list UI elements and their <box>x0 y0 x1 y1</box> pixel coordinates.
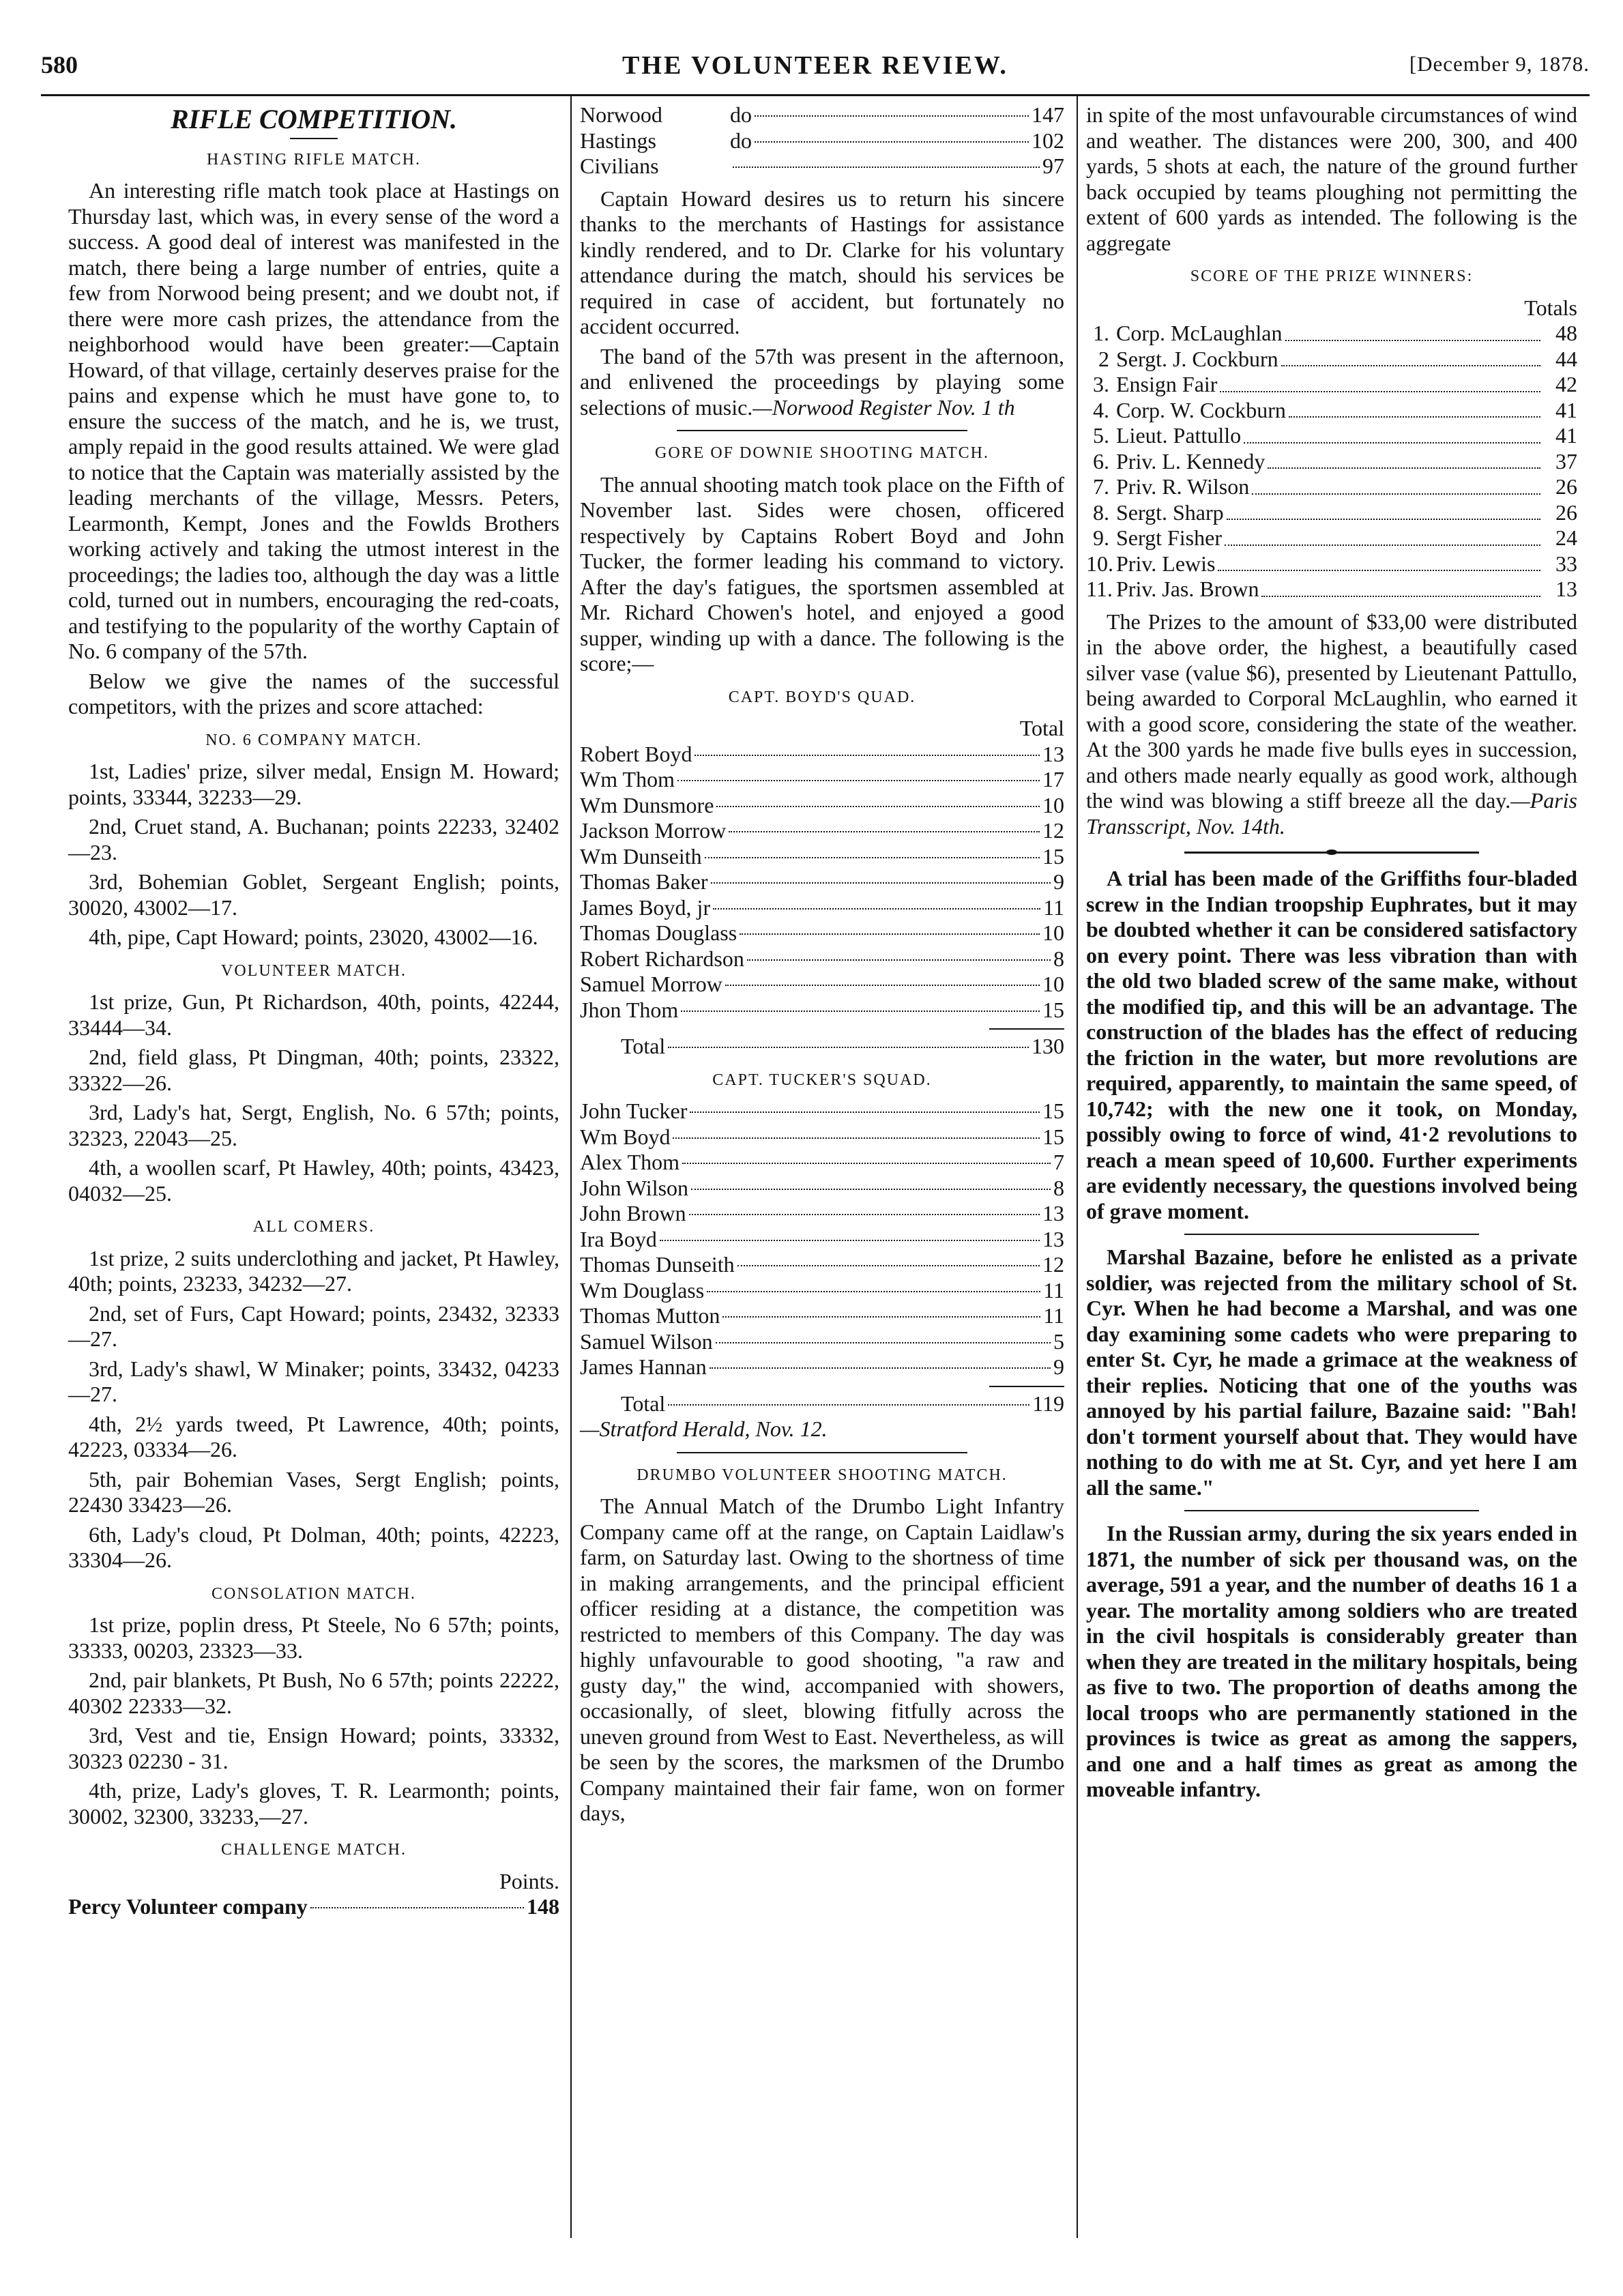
masthead: THE VOLUNTEER REVIEW. <box>622 51 1008 80</box>
score-name: Civilians <box>580 154 659 178</box>
paragraph: Captain Howard desires us to return his sincere thanks to the merchants of Hastings for assistance kindly rendered, and to Dr. Clarke for his voluntary attendance during the match, should his services be required in case of accident, but fortunately no accident occurred. <box>580 186 1064 338</box>
leader-dots <box>694 755 1040 756</box>
section-heading: CONSOLATION MATCH. <box>211 1584 416 1603</box>
leader-dots <box>1220 366 1540 392</box>
leader-dots <box>716 806 1040 807</box>
score-value: 11 <box>1043 1303 1064 1328</box>
score-value: 44 <box>1555 346 1577 371</box>
score-value: 97 <box>1042 154 1064 178</box>
score-value: 9 <box>1053 1354 1064 1379</box>
total-name: Total <box>621 1034 666 1058</box>
prize-entry: 1st prize, poplin dress, Pt Steele, No 6 57th; points, 33333, 00203, 23323—33. <box>68 1612 559 1663</box>
rank-number: 9. <box>1093 525 1109 550</box>
prize-entry: 2nd, Cruet stand, A. Buchanan; points 22233, 32402—23. <box>68 814 559 864</box>
score-value: 37 <box>1555 448 1577 474</box>
score-row <box>580 742 1064 768</box>
prize-entry: 4th, a woollen scarf, Pt Hawley, 40th; points, 43423, 04032—25. <box>68 1155 559 1206</box>
totals-label: Totals <box>1524 295 1577 320</box>
points-label: Points. <box>499 1868 559 1893</box>
section-heading: ALL COMERS. <box>252 1218 375 1236</box>
score-row <box>580 1176 1064 1202</box>
leader-dots <box>1244 418 1540 444</box>
article-title: RIFLE COMPETITION. <box>170 104 458 134</box>
leader-dots <box>677 780 1040 781</box>
score-value: 15 <box>1042 997 1064 1022</box>
paragraph <box>580 344 1064 421</box>
section-heading: HASTING RIFLE MATCH. <box>206 150 421 169</box>
rank-number: 11. <box>1086 577 1113 601</box>
score-value: 148 <box>527 1894 559 1919</box>
rank-number: 2 <box>1098 346 1109 371</box>
paragraph: in spite of the most unfavourable circumstances of wind and weather. The distances were 200, 300, and 400 yards, 5 shots at each, the nature of the ground further back occupied by teams ploughing not permitting the extent of 600 yards as intended. The following is the aggregate <box>1086 102 1577 255</box>
leader-dots <box>660 1240 1040 1241</box>
tucker-score-list <box>580 1099 1064 1380</box>
score-row <box>580 1354 1064 1380</box>
score-value: 13 <box>1042 1201 1064 1225</box>
prize-entry: 4th, prize, Lady's gloves, T. R. Learmonth; points, 30002, 32300, 33233,—27. <box>68 1778 559 1829</box>
score-row <box>580 1252 1064 1278</box>
score-value: 48 <box>1555 321 1577 345</box>
score-value: 15 <box>1042 843 1064 869</box>
prize-entry: 3rd, Bohemian Goblet, Sergeant English; points, 30020, 43002—17. <box>68 869 559 920</box>
prize-entry: 1st, Ladies' prize, silver medal, Ensign M. Howard; points, 33344, 32233—29. <box>68 759 559 809</box>
paragraph: The annual shooting match took place on the Fifth of November last. Sides were chosen, officered respectively by Captains Robert Boyd and John Tucker, the former leading his command to victory. After the day's fatigues, the sportsmen assembled at Mr. Richard Chowen's hotel, and enjoyed a good supper, winding up with a dance. The following is the score;— <box>580 471 1064 675</box>
competitor-name: Sergt. Sharp <box>1116 499 1224 525</box>
score-row <box>580 1329 1064 1355</box>
score-row <box>580 1227 1064 1253</box>
score-row <box>580 1303 1064 1329</box>
prize-winner-row <box>1086 577 1577 602</box>
score-value: 13 <box>1042 741 1064 766</box>
score-value: 15 <box>1042 1124 1064 1149</box>
paragraph-text: The band of the 57th was present in the afternoon, and enlivened the proceedings by playing some selections of music. <box>580 343 1064 420</box>
score-value: 42 <box>1555 372 1577 396</box>
competitor-name: Priv. R. Wilson <box>1116 474 1250 499</box>
leader-dots <box>725 985 1040 986</box>
competitor-name: Priv. L. Kennedy <box>1116 448 1266 474</box>
leader-dots <box>713 908 1040 910</box>
prize-entry: 3rd, Vest and tie, Ensign Howard; points, 33332, 30323 02230 - 31. <box>68 1723 559 1773</box>
score-row <box>580 128 1064 154</box>
score-value: 8 <box>1053 946 1064 971</box>
score-value: 15 <box>1042 1099 1064 1123</box>
score-name: Hastings <box>580 128 656 153</box>
score-ditto: do <box>730 102 752 127</box>
competitor-name: Lieut. Pattullo <box>1116 423 1242 448</box>
leader-dots <box>310 1907 524 1908</box>
leader-dots <box>1285 315 1541 341</box>
competitor-name: Alex Thom <box>580 1150 680 1174</box>
column-3 <box>1086 102 1577 1807</box>
leader-dots <box>747 959 1051 961</box>
source-credit: —Paris Transscript, Nov. 14th. <box>1086 788 1577 839</box>
paragraph: An interesting rifle match took place at Hastings on Thursday last, which was, in every sense of the word a success. A good deal of interest was manifested in the match, there being a large number of entries, quite a few from Norwood being present; and we doubt not, if there were more cash prizes, the attendance from the neighborhood would have been greater:—Captain Howard, of that village, certainly deserves praise for the pains and expense which he must have gone to, to ensure the success of the match, and he is, we trust, amply repaid in the good results attained. We were glad to notice that the Captain was materially assisted by the leading merchants of the village, Messrs. Peters, Learmonth, Kempt, Jones and the Fowlds Brothers working actively and taking the utmost interest in the proceedings; the ladies too, although the day was a little cold, turned out in numbers, encouraging the red-coats, and testifying to the popularity of the worthy Captain of No. 6 company of the 57th. <box>68 178 559 663</box>
competitor-name: Thomas Dunseith <box>580 1252 735 1277</box>
leader-dots <box>1252 469 1540 495</box>
article-separator <box>1184 1234 1479 1235</box>
competitor-name: Samuel Wilson <box>580 1328 713 1354</box>
leader-dots <box>1281 341 1540 367</box>
leader-dots <box>755 115 1029 117</box>
score-value: 7 <box>1053 1150 1064 1174</box>
prize-entry: 2nd, field glass, Pt Dingman, 40th; points, 23322, 33322—26. <box>68 1045 559 1095</box>
page-number: 580 <box>41 51 78 78</box>
leader-dots <box>690 1111 1040 1113</box>
score-row <box>580 1150 1064 1176</box>
rank-number: 6. <box>1093 448 1109 474</box>
score-row <box>580 793 1064 819</box>
leader-dots <box>1218 546 1540 572</box>
leader-dots <box>722 1316 1040 1318</box>
column-rule-2 <box>1077 96 1078 2238</box>
competitor-name: Jhon Thom <box>580 997 679 1022</box>
prize-entry: 4th, 2½ yards tweed, Pt Lawrence, 40th; points, 42223, 03334—26. <box>68 1411 559 1462</box>
rank-number: 1. <box>1093 321 1109 345</box>
prize-entry: 3rd, Lady's shawl, W Minaker; points, 33432, 04233—27. <box>68 1356 559 1406</box>
competitor-name: Robert Boyd <box>580 741 692 766</box>
issue-date: [December 9, 1878. <box>1409 52 1590 76</box>
score-row <box>580 1278 1064 1304</box>
score-value: 10 <box>1042 972 1064 996</box>
score-name: Percy Volunteer company <box>68 1894 308 1919</box>
total-value: 130 <box>1032 1034 1064 1058</box>
leader-dots <box>1227 495 1540 521</box>
leader-dots <box>668 1404 1029 1406</box>
competitor-name: Thomas Douglass <box>580 920 737 945</box>
prize-entry: 4th, pipe, Capt Howard; points, 23020, 43002—16. <box>89 925 538 949</box>
source-credit: —Stratford Herald, Nov. 12. <box>580 1416 828 1441</box>
paragraph: Marshal Bazaine, before he enlisted as a private soldier, was rejected from the military school of St. Cyr. When he had become a Marshal, and was one day examining some cadets who were preparing to enter St. Cyr, he made a grimace at the weakness of their replies. Noticing that one of the youths was annoyed by his partial failure, Bazaine said: "Bah! don't torment yourself about that. They would have nothing to do with me at St. Cyr, and yet here I am all the same." <box>1086 1245 1577 1500</box>
leader-dots <box>705 857 1040 858</box>
leader-dots <box>1225 520 1540 546</box>
score-value: 12 <box>1042 818 1064 843</box>
section-heading: GORE OF DOWNIE SHOOTING MATCH. <box>655 444 989 462</box>
prize-entry: 2nd, set of Furs, Capt Howard; points, 23432, 32333—27. <box>68 1300 559 1351</box>
competitor-name: Ensign Fair <box>1116 372 1218 396</box>
column-2 <box>580 102 1064 1831</box>
competitor-name: John Tucker <box>580 1099 688 1123</box>
score-row <box>580 946 1064 972</box>
leader-dots <box>682 1163 1051 1164</box>
prize-entry: 1st prize, 2 suits underclothing and jacket, Pt Hawley, 40th; points, 23233, 34232—27. <box>68 1245 559 1296</box>
paragraph: Below we give the names of the successful competitors, with the prizes and score attached: <box>68 668 559 718</box>
leader-dots <box>681 1011 1040 1012</box>
score-value: 26 <box>1555 499 1577 525</box>
prize-entry: 6th, Lady's cloud, Pt Dolman, 40th; points, 42223, 33304—26. <box>68 1522 559 1572</box>
total-value: 119 <box>1032 1391 1064 1416</box>
total-row <box>580 1391 1064 1417</box>
score-value: 12 <box>1042 1252 1064 1277</box>
score-value: 33 <box>1555 551 1577 576</box>
leader-dots <box>755 141 1029 143</box>
column-rule-1 <box>570 96 572 2238</box>
leader-dots <box>716 1342 1051 1343</box>
score-row <box>580 767 1064 793</box>
leader-dots <box>733 166 1040 168</box>
leader-dots <box>691 1189 1051 1190</box>
competitor-name: Wm Douglass <box>580 1277 705 1303</box>
score-value: 102 <box>1032 128 1064 153</box>
score-row <box>580 1201 1064 1227</box>
score-value: 10 <box>1042 920 1064 945</box>
score-name: Norwood <box>580 102 662 127</box>
paragraph: In the Russian army, during the six years ended in 1871, the number of sick per thousand was, on the average, 591 a year, and the number of deaths 16 1 a year. The mortality among soldiers who are treated in the civil hospitals is considerably greater than when they are treated in the military hospitals, being as five to two. The proportion of deaths among the local troops who are permanently stationed in the provinces is twice as great as among the sappers, and one and a half times as great as among the moveable infantry. <box>1086 1521 1577 1801</box>
paragraph: A trial has been made of the Griffiths four-bladed screw in the Indian troopship Euphrates, but it may be doubted whether it can be considered satisfactory on every point. There was less vibration than with the old two bladed screw of the same make, without the modified tip, and this will be an advantage. The construction of the blades has the effect of reducing the friction in the water, but more revolutions are required, apparently, to maintain the same speed, of 10,742; with the new one it took, on Monday, possibly owing to force of wind, 41·2 revolutions to reach a mean speed of 10,600. Further experiments are evidently necessary, the questions involved being of grave moment. <box>1086 866 1577 1223</box>
total-name: Total <box>621 1391 666 1416</box>
score-value: 11 <box>1043 895 1064 920</box>
section-heading: CAPT. TUCKER'S SQUAD. <box>712 1071 932 1089</box>
section-heading: VOLUNTEER MATCH. <box>221 961 407 980</box>
score-row <box>580 869 1064 895</box>
competitor-name: Sergt Fisher <box>1116 525 1222 550</box>
competitor-name: Corp. McLaughlan <box>1116 321 1283 345</box>
leader-dots <box>740 933 1040 935</box>
competitor-name: Wm Dunseith <box>580 843 702 869</box>
score-value: 13 <box>1555 577 1577 601</box>
competitor-name: Priv. Jas. Brown <box>1116 577 1259 601</box>
header-rule <box>41 94 1590 96</box>
competitor-name: Ira Boyd <box>580 1226 657 1251</box>
rank-number: 8. <box>1093 499 1109 525</box>
competitor-name: Thomas Baker <box>580 869 708 894</box>
score-row <box>580 844 1064 870</box>
competitor-name: John Brown <box>580 1201 686 1225</box>
section-heading: NO. 6 COMPANY MATCH. <box>205 731 422 749</box>
score-row <box>580 895 1064 921</box>
leader-dots <box>737 1265 1040 1266</box>
score-row <box>580 998 1064 1023</box>
prize-entry: 5th, pair Bohemian Vases, Sergt English; points, 22430 33423—26. <box>68 1466 559 1517</box>
competitor-name: Wm Boyd <box>580 1124 671 1149</box>
competitor-name: Wm Thom <box>580 767 675 791</box>
score-row <box>580 972 1064 998</box>
score-value: 24 <box>1555 525 1577 550</box>
competitor-name: James Boyd, jr <box>580 895 711 920</box>
total-label: Total <box>1019 716 1064 740</box>
score-value: 5 <box>1053 1328 1064 1354</box>
rank-number: 10. <box>1086 551 1113 576</box>
total-row <box>580 1034 1064 1060</box>
rank-number: 7. <box>1093 474 1109 499</box>
competitor-name: Sergt. J. Cockburn <box>1116 346 1278 371</box>
competitor-name: James Hannan <box>580 1354 707 1379</box>
score-value: 17 <box>1042 767 1064 791</box>
total-rule <box>989 1028 1064 1030</box>
leader-dots <box>711 882 1051 884</box>
paragraph: The Annual Match of the Drumbo Light Infantry Company came off at the range, on Captain Laidlaw's farm, on Saturday last. Owing to the shortness of time in making arrangements, and the principal efficient officer residing at a distance, the competition was restricted to members of this Company. The day was highly unfavourable to good shooting, "a raw and gusty day," the wind, accompanied with showers, occasionally, of sleet, blowing fitfully across the uneven ground from West to East. Nevertheless, as will be seen by the scores, the marksmen of the Drumbo Company maintained their fair fame, won on former days, <box>580 1494 1064 1825</box>
score-row <box>580 102 1064 128</box>
section-heading: CHALLENGE MATCH. <box>221 1841 407 1859</box>
score-value: 11 <box>1043 1277 1064 1303</box>
leader-dots <box>707 1291 1040 1292</box>
competitor-name: Corp. W. Cockburn <box>1116 397 1286 422</box>
leader-dots <box>1261 571 1540 597</box>
competitor-name: Samuel Morrow <box>580 972 722 996</box>
source-credit: —Norwood Register Nov. 1 th <box>752 394 1015 420</box>
paragraph-text: The Prizes to the amount of $33,00 were distributed in the above order, the highest, a beautifully cased silver vase (value $6), presented by Lieutenant Pattullo, being awarded to Corporal McLaughlin, who earned it with a good score, considering the state of the weather. At the 300 yards he made five bulls eyes in succession, and others made nearly equally as good work, although the wind was blowing a stiff breeze all the day. <box>1086 609 1577 813</box>
competitor-name: John Wilson <box>580 1175 689 1200</box>
rank-number: 4. <box>1093 397 1109 422</box>
score-value: 41 <box>1555 423 1577 448</box>
article-separator <box>1184 1510 1479 1511</box>
score-value: 10 <box>1042 792 1064 817</box>
score-row <box>68 1894 559 1920</box>
prize-entry: 2nd, pair blankets, Pt Bush, No 6 57th; points 22222, 40302 22333—32. <box>68 1668 559 1718</box>
leader-dots <box>1268 444 1540 469</box>
column-1 <box>68 102 559 1920</box>
rank-number: 3. <box>1093 372 1109 396</box>
score-row <box>580 1099 1064 1124</box>
score-value: 9 <box>1053 869 1064 894</box>
total-rule <box>989 1386 1064 1387</box>
competitor-name: Jackson Morrow <box>580 818 727 843</box>
leader-dots <box>689 1214 1040 1215</box>
competitor-name: Priv. Lewis <box>1116 551 1216 576</box>
leader-dots <box>1289 392 1540 418</box>
leader-dots <box>710 1367 1051 1369</box>
section-heading: DRUMBO VOLUNTEER SHOOTING MATCH. <box>637 1466 1008 1484</box>
score-value: 41 <box>1555 397 1577 422</box>
article-separator <box>677 1452 967 1453</box>
section-heading: CAPT. BOYD'S QUAD. <box>728 688 916 706</box>
article-separator <box>677 430 967 431</box>
rank-number: 5. <box>1093 423 1109 448</box>
prize-entry: 3rd, Lady's hat, Sergt, English, No. 6 57th; points, 32323, 22043—25. <box>68 1100 559 1150</box>
score-ditto: do <box>730 128 752 153</box>
leader-dots <box>668 1047 1029 1048</box>
score-row <box>580 818 1064 844</box>
score-value: 13 <box>1042 1226 1064 1251</box>
article-separator <box>1184 852 1479 854</box>
section-heading: SCORE OF THE PRIZE WINNERS: <box>1190 267 1474 285</box>
score-row <box>580 154 1064 179</box>
competitor-name: Wm Dunsmore <box>580 792 714 817</box>
score-row <box>580 1124 1064 1150</box>
prize-entry: 1st prize, Gun, Pt Richardson, 40th, points, 42244, 33444—34. <box>68 989 559 1040</box>
score-row <box>580 920 1064 946</box>
competitor-name: Thomas Mutton <box>580 1303 720 1328</box>
score-value: 8 <box>1053 1175 1064 1200</box>
competitor-name: Robert Richardson <box>580 946 744 971</box>
leader-dots <box>673 1137 1040 1139</box>
title-rule <box>290 138 338 139</box>
page-header <box>41 42 1590 83</box>
boyd-score-list <box>580 742 1064 1023</box>
leader-dots <box>729 831 1040 832</box>
score-value: 147 <box>1032 102 1064 127</box>
score-value: 26 <box>1555 474 1577 499</box>
prize-winner-list <box>1086 321 1577 602</box>
paragraph <box>1086 609 1577 840</box>
